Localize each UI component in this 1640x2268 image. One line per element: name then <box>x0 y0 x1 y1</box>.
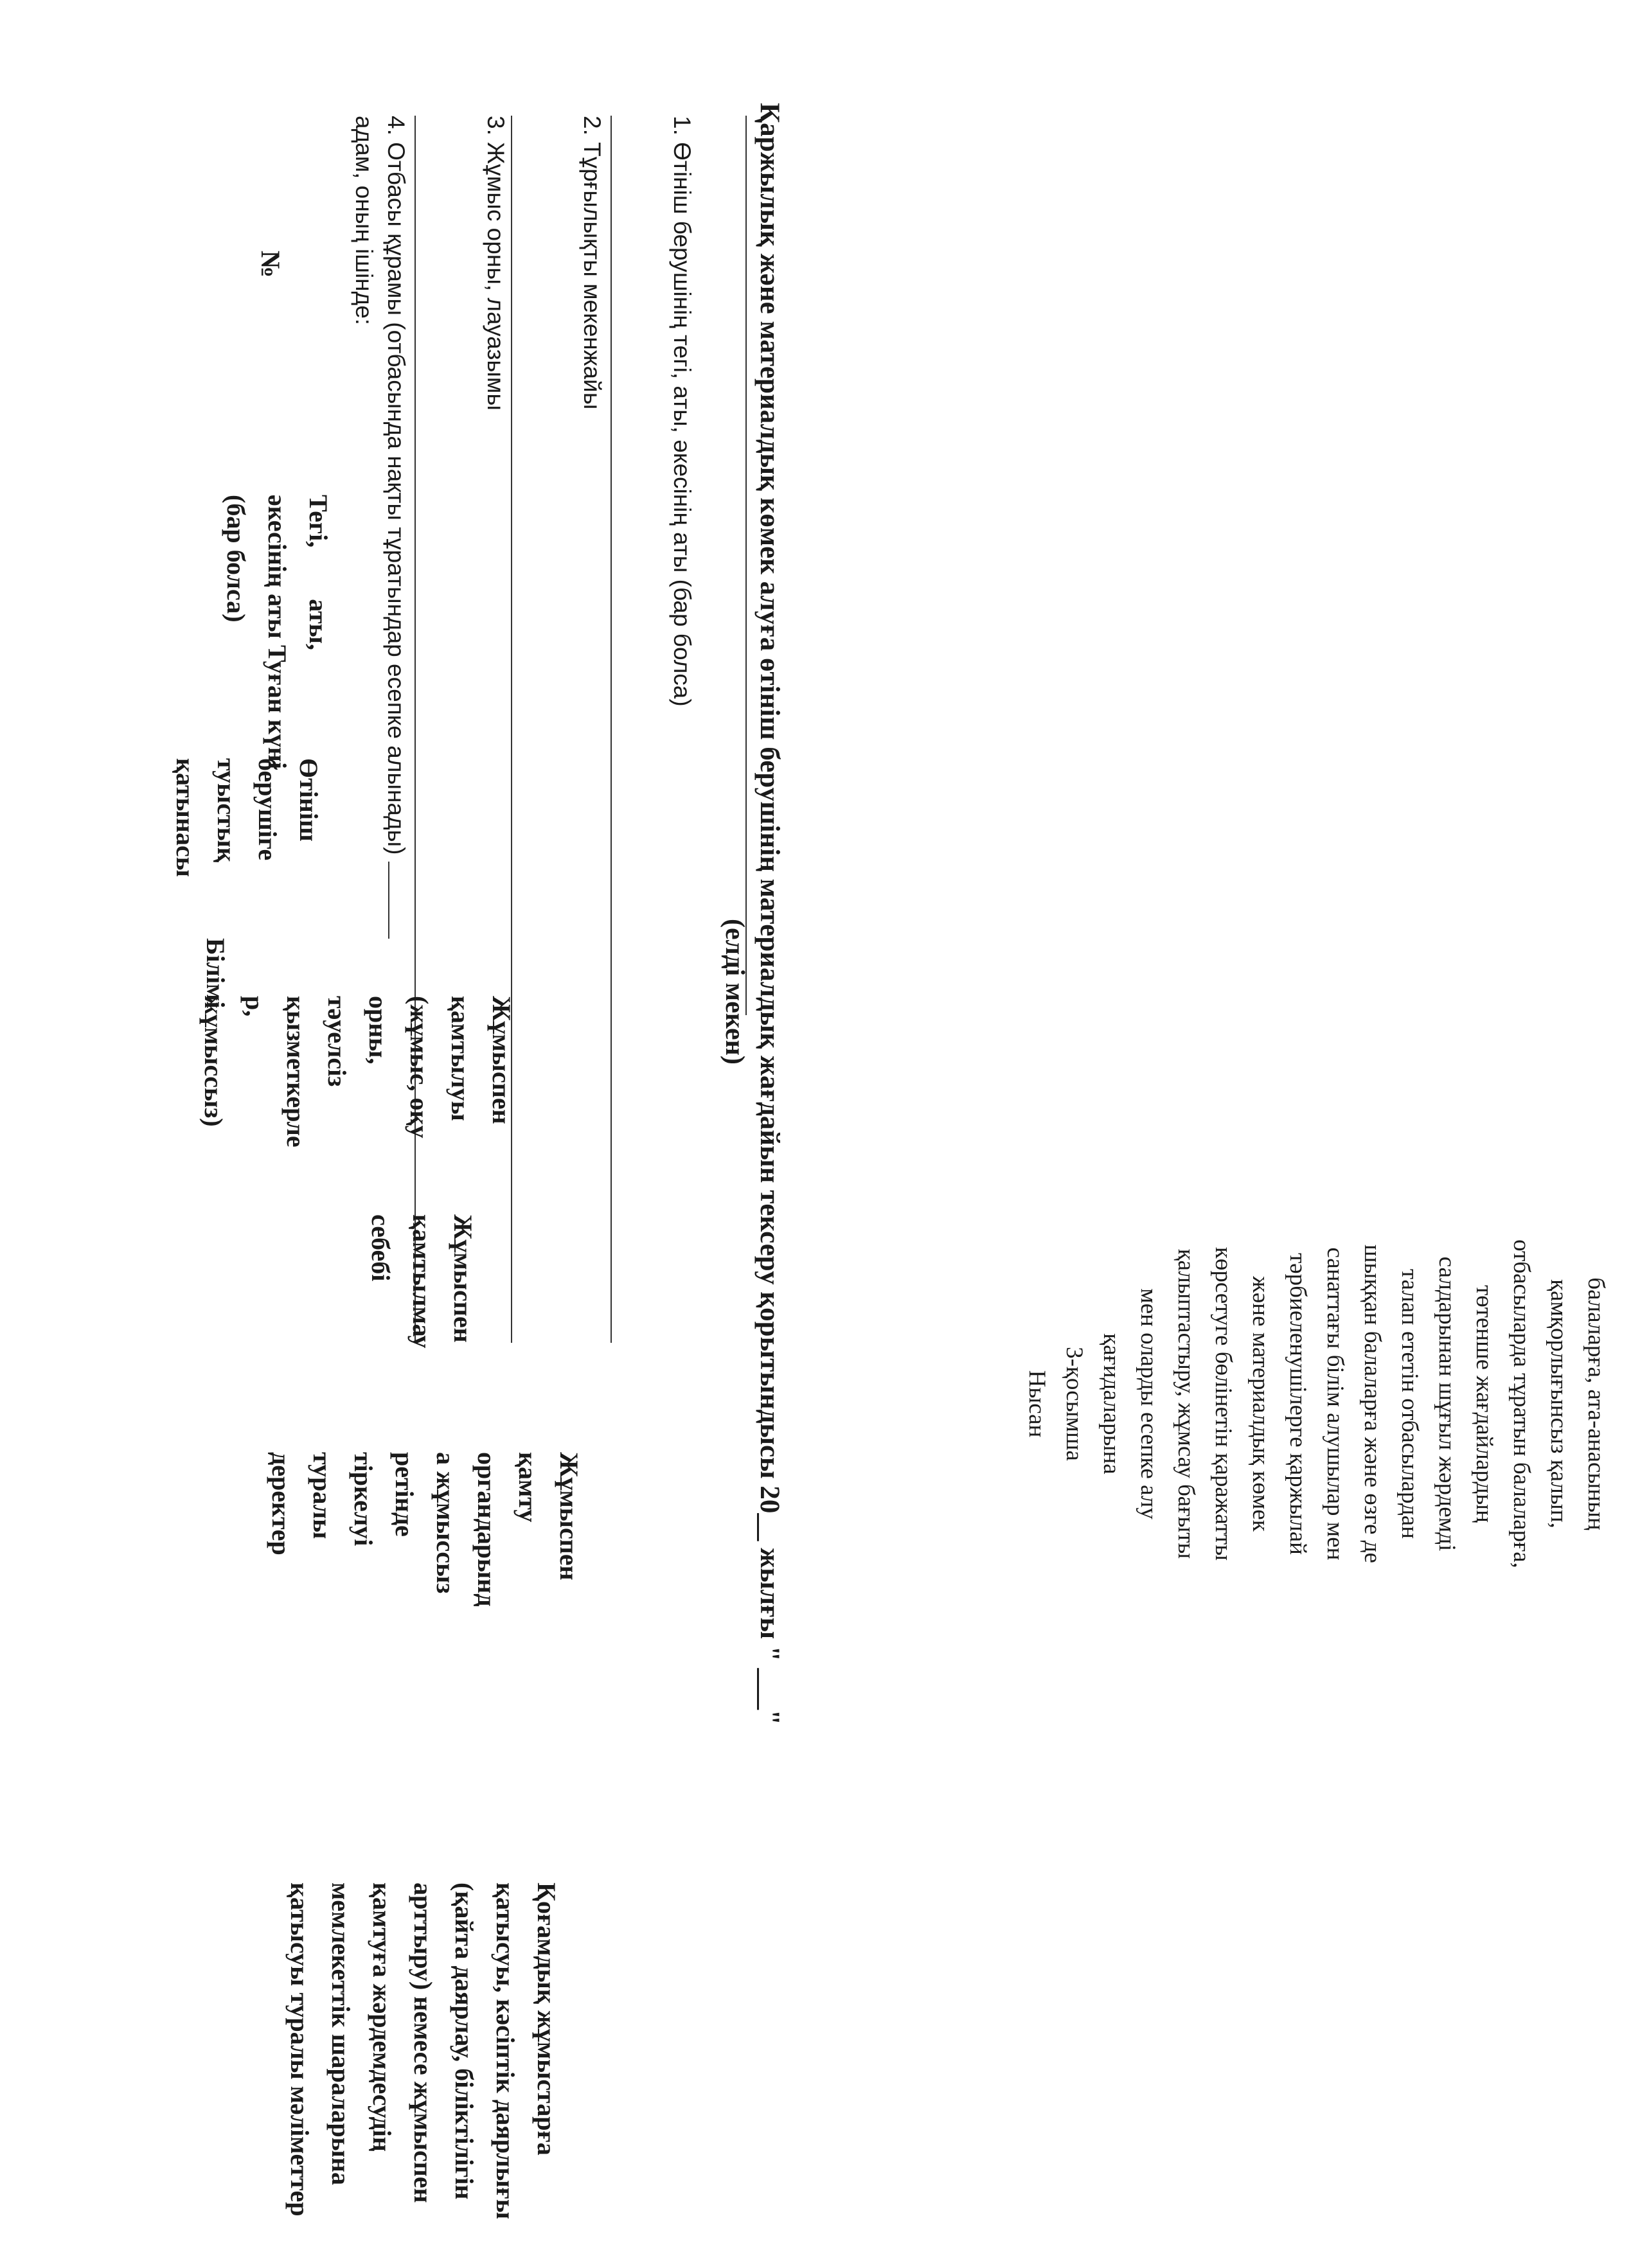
header-line: қамқорлығынсыз қалып, <box>1546 1279 1572 1528</box>
header-text: (бар болса) <box>222 495 251 623</box>
column-header-education: Білімі <box>201 938 230 1009</box>
header-line: салдарынан шұғыл жәрдемді <box>1434 1256 1460 1552</box>
fill-line <box>611 116 612 1343</box>
address-field: 2. Тұрғылықты мекенжайы <box>579 116 605 410</box>
header-line: балаларға, ата-анасының <box>1583 1277 1609 1530</box>
header-line: қағидаларына <box>1098 1333 1125 1475</box>
appendix-number: 3-қосымша <box>1061 1347 1087 1461</box>
header-line: төтенше жағдайлардың <box>1471 1285 1497 1523</box>
header-line: талап ететін отбасылардан <box>1396 1269 1423 1539</box>
column-header-number: № <box>255 251 285 278</box>
applicant-name-field: 1. Өтініш берушінің тегі, аты, әкесінің аты (бар болса) <box>669 116 695 707</box>
title-underline <box>745 116 747 1015</box>
form-label: Нысан <box>1024 1370 1050 1438</box>
header-line: көрсетуге бөлінетін қаражатты <box>1210 1246 1236 1561</box>
column-header-relation: Өтініш берушіге туыстық қатынасы <box>171 758 323 877</box>
column-header-unemployment-reason: Жұмыспен қамтылмау себебі <box>366 1214 477 1349</box>
workplace-field: 3. Жұмыс орны, лауазымы <box>483 116 509 411</box>
header-line: мен оларды есепке алу <box>1136 1288 1162 1519</box>
column-header-employment: Жұмыспен қамтылуы (жұмыс, оқу орны, тәуелсіз қызметкерле р, жұмыссыз) <box>199 996 516 1147</box>
settlement-caption: (елді мекен) <box>720 919 749 1065</box>
header-line: және материалдық көмек <box>1247 1276 1274 1532</box>
document-title: Қаржылық және материалдық көмек алуға өтініш берушінің материалдық жағдайын тексеру қорытындысы 20__ жылғы " ___" <box>754 103 785 1725</box>
header-line: шыққан балаларға және өзге де <box>1359 1245 1386 1563</box>
family-count-blank <box>388 862 409 939</box>
header-text: Тегі, аты, <box>304 495 333 651</box>
family-composition-continuation: адам, оның ішінде: <box>351 116 377 326</box>
appendix-header <box>1018 1002 1614 1805</box>
column-header-public-works: Қоғамдық жұмыстарға қатысуы, кәсіптік даярлығы (қайта даярлау, біліктілігін арттыру) немесе жұмыспен қамтуға жәрдемдесудің мемлекеттік шараларына қатысуы туралы мәліметтер <box>285 1883 561 2220</box>
header-line: қалыптастыру, жұмсау бағыты <box>1173 1248 1199 1559</box>
header-text: әкесінің аты Туған күні <box>263 495 292 770</box>
header-line: отбасыларда тұратын балаларға, <box>1508 1239 1535 1568</box>
column-header-registration: Жұмыспен қамту органдарынд а жұмыссыз ретінде тіркелуі туралы деректер <box>267 1452 584 1607</box>
family-composition-label: 4. Отбасы құрамы (отбасында нақты тұратындар есепке алынады) <box>383 116 409 855</box>
header-line: санаттағы білім алушылар мен <box>1322 1247 1348 1561</box>
header-line: тәрбиеленушілерге қаржылай <box>1285 1253 1311 1555</box>
